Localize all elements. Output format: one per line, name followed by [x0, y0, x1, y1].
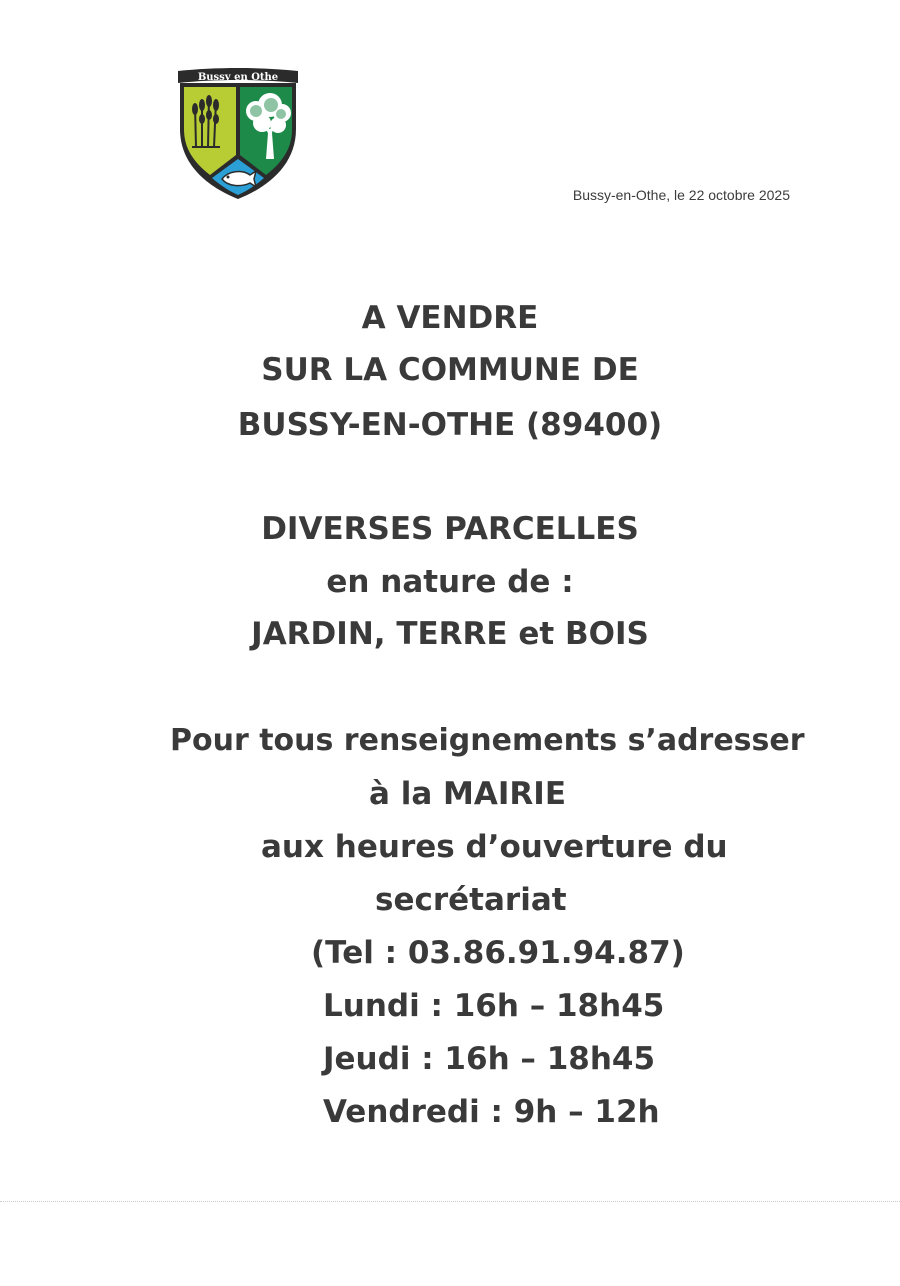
- contact-line-2: à la MAIRIE: [369, 776, 567, 812]
- date-line: Bussy-en-Othe, le 22 octobre 2025: [572, 187, 790, 203]
- page-bottom-rule: [0, 1201, 900, 1202]
- title-line-1: A VENDRE: [361, 300, 539, 336]
- subject-line-3: JARDIN, TERRE et BOIS: [251, 616, 649, 652]
- contact-line-3: aux heures d’ouverture du: [261, 829, 728, 865]
- title-line-3: BUSSY-EN-OTHE (89400): [237, 407, 663, 443]
- hours-monday: Lundi : 16h – 18h45: [323, 988, 665, 1024]
- contact-line-4: secrétariat: [375, 882, 567, 918]
- crest-banner-text: Bussy en Othe: [197, 72, 279, 83]
- hours-thursday: Jeudi : 16h – 18h45: [323, 1041, 656, 1077]
- subject-line-2: en nature de :: [326, 564, 574, 600]
- hours-friday: Vendredi : 9h – 12h: [323, 1094, 660, 1130]
- bussy-en-othe-crest-logo: [176, 67, 300, 201]
- contact-line-1: Pour tous renseignements s’adresser: [170, 723, 805, 758]
- subject-line-1: DIVERSES PARCELLES: [261, 511, 639, 547]
- title-line-2: SUR LA COMMUNE DE: [261, 352, 639, 388]
- phone-number: (Tel : 03.86.91.94.87): [311, 935, 685, 971]
